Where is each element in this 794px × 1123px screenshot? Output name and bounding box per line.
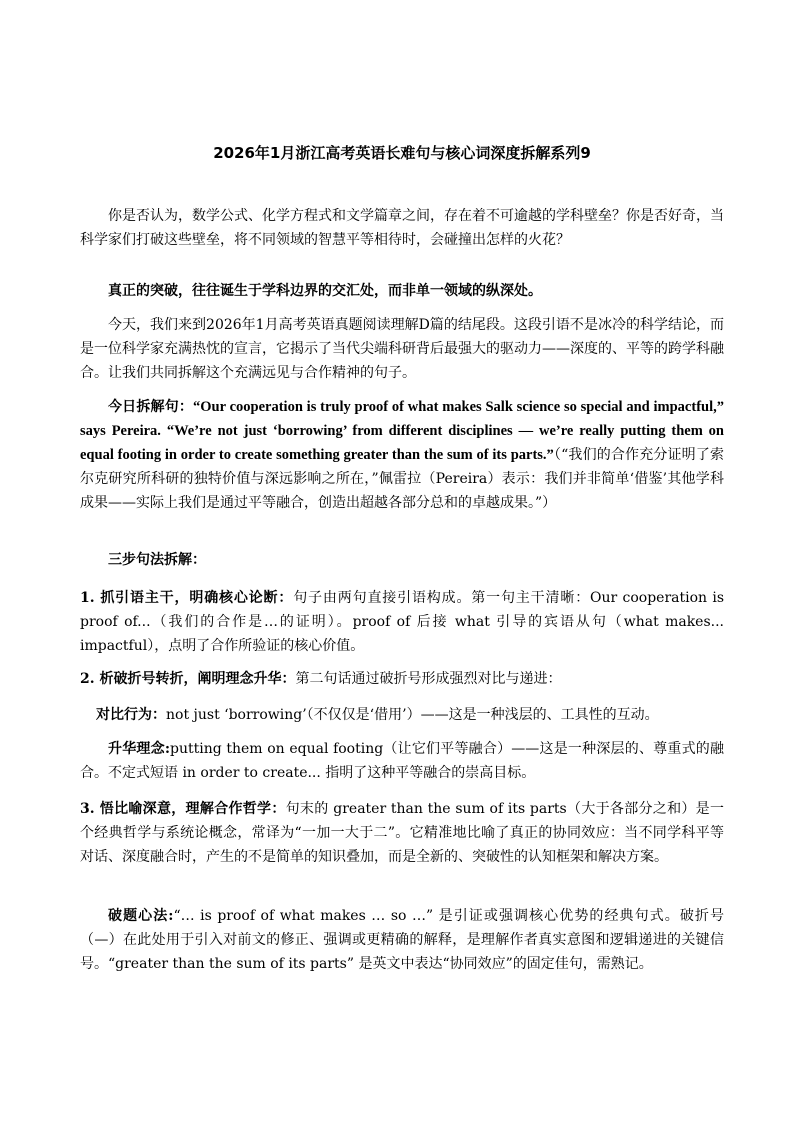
contrast-paragraph <box>80 703 724 727</box>
step-3-paragraph <box>80 797 724 869</box>
sublimation-label: 升华理念: <box>108 741 171 757</box>
target-sentence-paragraph <box>80 395 724 515</box>
step-3-label: 3. 悟比喻深意，理解合作哲学： <box>80 801 286 817</box>
context-paragraph: 今天，我们来到2026年1月高考英语真题阅读理解D篇的结尾段。这段引语不是冰冷的科学结论，而是一位科学家充满热忱的宣言，它揭示了当代尖端科研背后最强大的驱动力——深度的、平等的跨学科融合。让我们共同拆解这个充满远见与合作精神的句子。 <box>80 317 724 381</box>
tip-paragraph <box>80 904 724 976</box>
step-1-text: 句子由两句直接引语构成。第一句主干清晰：Our cooperation is proof of...（我们的合作是…的证明）。proof of 后接 what 引导的宾语从句（what makes... impactful），点明了合作所验证的核心价值。 <box>80 590 724 654</box>
step-1-paragraph <box>80 586 724 658</box>
contrast-label: 对比行为： <box>96 707 166 723</box>
target-sentence-english: “Our cooperation is truly proof of what makes Salk science so special and impactful,” says Pereira. “We’re not just ‘borrowing’ from different disciplines — we’re really putting them on equal footing in order to create something greater than the sum of its parts.” <box>80 399 724 463</box>
target-sentence-label: 今日拆解句： <box>108 399 194 415</box>
target-sentence-translation: （“我们的合作充分证明了索尔克研究所科研的独特价值与深远影响之所在，”佩雷拉（Pereira）表示：我们并非简单‘借鉴’其他学科成果——实际上我们是通过平等融合，创造出超越各部分总和的卓越成果。”） <box>80 447 724 511</box>
step-2-paragraph <box>80 667 724 691</box>
step-2-label: 2. 析破折号转折，阐明理念升华： <box>80 671 296 687</box>
steps-heading: 三步句法拆解： <box>108 552 206 568</box>
thesis-paragraph: 真正的突破，往往诞生于学科边界的交汇处，而非单一领域的纵深处。 <box>108 283 542 299</box>
tip-text: “… is proof of what makes … so …” 是引证或强调核心优势的经典句式。破折号（—）在此处用于引入对前文的修正、强调或更精确的解释，是理解作者真实意图和逻辑递进的关键信号。“greater than the sum of its parts” 是英文中表达“协同效应”的固定佳句，需熟记。 <box>80 908 724 972</box>
page-title: 2026年1月浙江高考英语长难句与核心词深度拆解系列9 <box>213 144 591 162</box>
step-2-text: 第二句话通过破折号形成强烈对比与递进： <box>295 671 562 687</box>
intro-paragraph: 你是否认为，数学公式、化学方程式和文学篇章之间，存在着不可逾越的学科壁垒？你是否好奇，当科学家们打破这些壁垒，将不同领域的智慧平等相待时，会碰撞出怎样的火花？ <box>80 208 724 248</box>
sublimation-paragraph <box>80 737 724 785</box>
sublimation-text: putting them on equal footing（让它们平等融合）——这是一种深层的、尊重式的融合。不定式短语 in order to create... 指明了这种平等融合的崇高目标。 <box>80 741 725 781</box>
contrast-text: not just ‘borrowing’（不仅仅是‘借用’）——这是一种浅层的、工具性的互动。 <box>166 707 659 723</box>
step-3-text: 句末的 greater than the sum of its parts（大于各部分之和）是一个经典哲学与系统论概念，常译为“一加一大于二”。它精准地比喻了真正的协同效应：当不同学科平等对话、深度融合时，产生的不是简单的知识叠加，而是全新的、突破性的认知框架和解决方案。 <box>80 801 724 865</box>
step-1-label: 1. 抓引语主干，明确核心论断： <box>80 590 294 606</box>
tip-label: 破题心法: <box>108 908 174 924</box>
